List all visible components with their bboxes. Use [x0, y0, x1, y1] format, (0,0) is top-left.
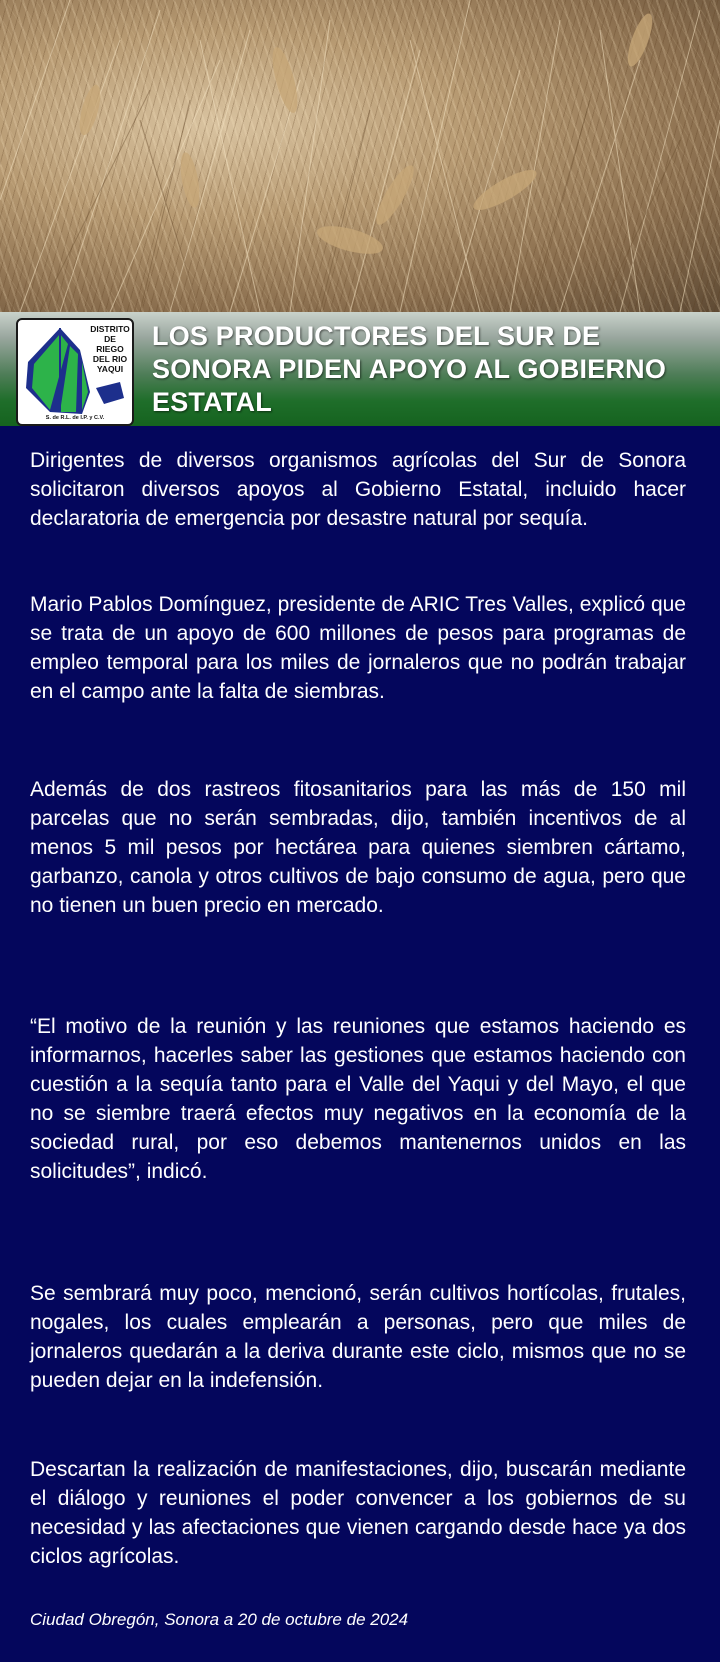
paragraph-6: Descartan la realización de manifestaciones, dijo, buscarán mediante el diálogo y reuniones el poder convencer a los gobiernos de su necesidad y las afectaciones que vienen cargando desde hace ya dos ciclos agrícolas.	[30, 1458, 686, 1568]
wheat-stalks-graphic	[0, 0, 720, 312]
paragraph-3: Además de dos rastreos fitosanitarios para las más de 150 mil parcelas que no serán sembradas, dijo, también incentivos de al menos 5 mil pesos por hectárea para quienes siembren cártamo, garbanzo, canola y otros cultivos de bajo consumo de agua, pero que no tienen un buen precio en mercado.	[30, 778, 686, 917]
dateline: Ciudad Obregón, Sonora a 20 de octubre de 2024	[30, 1610, 409, 1629]
wheat-field-photo	[0, 0, 720, 312]
paragraph-5: Se sembrará muy poco, mencionó, serán cultivos hortícolas, frutales, nogales, los cuales emplearán a personas, pero que miles de jornaleros quedarán a la deriva durante este ciclo, mismos que no se pueden dejar en la indefensión.	[30, 1282, 686, 1392]
article-title: LOS PRODUCTORES DEL SUR DE SONORA PIDEN APOYO AL GOBIERNO ESTATAL	[152, 321, 667, 417]
logo-footer: S. de R.L. de I.P. y C.V.	[45, 415, 105, 421]
logo-title: DISTRITO DE RIEGO DEL RIO YAQUI	[90, 324, 130, 374]
paragraph-2: Mario Pablos Domínguez, presidente de ARIC Tres Valles, explicó que se trata de un apoyo de 600 millones de pesos para programas de empleo temporal para los miles de jornaleros que no podrán trabajar en el campo ante la falta de siembras.	[30, 593, 686, 703]
paragraph-1: Dirigentes de diversos organismos agrícolas del Sur de Sonora solicitaron diversos apoyos al Gobierno Estatal, incluido hacer declaratoria de emergencia por desastre natural por sequía.	[30, 449, 686, 530]
irrigation-district-logo	[16, 318, 134, 426]
paragraph-4: “El motivo de la reunión y las reuniones que estamos haciendo es informarnos, hacerles saber las gestiones que estamos haciendo con cuestión a la sequía tanto para el Valle del Yaqui y del Mayo, el que no se siembre traerá efectos muy negativos en la economía de la sociedad rural, por eso debemos mantenernos unidos en las solicitudes”, indicó.	[30, 1015, 686, 1183]
